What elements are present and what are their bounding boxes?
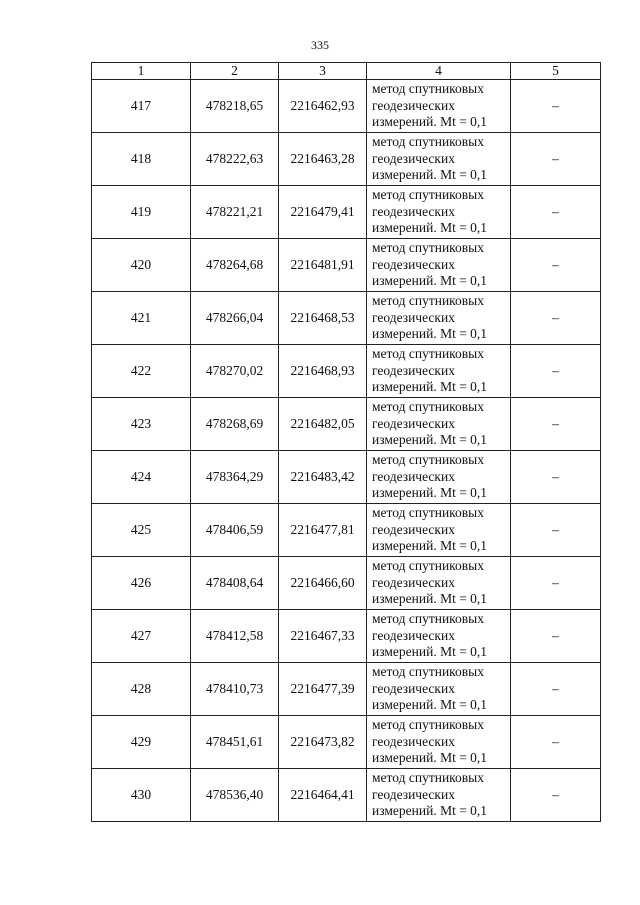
method-text-line: измерений. Mt = 0,1 — [372, 432, 488, 448]
method-cell — [367, 398, 511, 451]
point-number-cell: 417 — [92, 80, 191, 133]
note-cell: – — [511, 663, 601, 716]
method-text-line: геодезических — [372, 362, 455, 378]
coordinate-x-cell: 478364,29 — [191, 451, 279, 504]
table-row — [92, 610, 601, 663]
header-cell: 4 — [367, 63, 511, 80]
point-number-cell: 422 — [92, 345, 191, 398]
method-cell — [367, 451, 511, 504]
note-cell: – — [511, 769, 601, 822]
point-number-cell: 420 — [92, 239, 191, 292]
method-text-line: метод спутниковых — [372, 134, 484, 150]
header-cell: 5 — [511, 63, 601, 80]
point-number-cell: 424 — [92, 451, 191, 504]
method-text-line: измерений. Mt = 0,1 — [372, 803, 488, 819]
coordinate-x-cell: 478406,59 — [191, 504, 279, 557]
method-text-line: метод спутниковых — [372, 717, 484, 733]
method-text-line: геодезических — [372, 203, 455, 219]
method-cell — [367, 610, 511, 663]
table-row — [92, 80, 601, 133]
method-text-line: геодезических — [372, 256, 455, 272]
point-number-cell: 421 — [92, 292, 191, 345]
coordinate-y-cell: 2216477,39 — [279, 663, 367, 716]
point-number-cell: 425 — [92, 504, 191, 557]
table-row — [92, 663, 601, 716]
method-text-line: измерений. Mt = 0,1 — [372, 114, 488, 130]
coordinate-x-cell: 478451,61 — [191, 716, 279, 769]
point-number-cell: 423 — [92, 398, 191, 451]
table-row — [92, 186, 601, 239]
coordinate-x-cell: 478266,04 — [191, 292, 279, 345]
point-number-cell: 429 — [92, 716, 191, 769]
method-text-line: метод спутниковых — [372, 505, 484, 521]
header-cell: 3 — [279, 63, 367, 80]
note-cell: – — [511, 133, 601, 186]
method-cell — [367, 239, 511, 292]
coordinate-x-cell: 478264,68 — [191, 239, 279, 292]
coordinate-y-cell: 2216464,41 — [279, 769, 367, 822]
method-text-line: измерений. Mt = 0,1 — [372, 538, 488, 554]
note-cell: – — [511, 239, 601, 292]
coordinate-x-cell: 478268,69 — [191, 398, 279, 451]
method-text-line: геодезических — [372, 786, 455, 802]
method-cell — [367, 716, 511, 769]
table-row — [92, 345, 601, 398]
method-text-line: метод спутниковых — [372, 187, 484, 203]
coordinate-x-cell: 478536,40 — [191, 769, 279, 822]
method-text-line: метод спутниковых — [372, 293, 484, 309]
table-row — [92, 451, 601, 504]
method-cell — [367, 345, 511, 398]
table-row — [92, 398, 601, 451]
note-cell: – — [511, 557, 601, 610]
method-text-line: геодезических — [372, 574, 455, 590]
method-cell — [367, 80, 511, 133]
method-text-line: геодезических — [372, 150, 455, 166]
method-text-line: геодезических — [372, 309, 455, 325]
method-cell — [367, 769, 511, 822]
table-row — [92, 292, 601, 345]
coordinate-y-cell: 2216463,28 — [279, 133, 367, 186]
method-text-line: измерений. Mt = 0,1 — [372, 750, 488, 766]
note-cell: – — [511, 610, 601, 663]
coordinate-y-cell: 2216483,42 — [279, 451, 367, 504]
coordinate-y-cell: 2216481,91 — [279, 239, 367, 292]
note-cell: – — [511, 716, 601, 769]
coordinate-x-cell: 478270,02 — [191, 345, 279, 398]
coordinate-y-cell: 2216468,53 — [279, 292, 367, 345]
point-number-cell: 430 — [92, 769, 191, 822]
method-cell — [367, 504, 511, 557]
method-text-line: геодезических — [372, 415, 455, 431]
method-cell — [367, 292, 511, 345]
table-row — [92, 557, 601, 610]
point-number-cell: 418 — [92, 133, 191, 186]
coordinate-y-cell: 2216468,93 — [279, 345, 367, 398]
table-row — [92, 133, 601, 186]
coordinate-x-cell: 478410,73 — [191, 663, 279, 716]
method-text-line: метод спутниковых — [372, 770, 484, 786]
method-text-line: измерений. Mt = 0,1 — [372, 485, 488, 501]
point-number-cell: 428 — [92, 663, 191, 716]
method-cell — [367, 133, 511, 186]
method-text-line: метод спутниковых — [372, 240, 484, 256]
method-text-line: геодезических — [372, 97, 455, 113]
table-row — [92, 239, 601, 292]
coordinate-y-cell: 2216466,60 — [279, 557, 367, 610]
method-text-line: измерений. Mt = 0,1 — [372, 326, 488, 342]
point-number-cell: 426 — [92, 557, 191, 610]
coordinate-y-cell: 2216467,33 — [279, 610, 367, 663]
table-row — [92, 769, 601, 822]
method-text-line: измерений. Mt = 0,1 — [372, 591, 488, 607]
method-text-line: метод спутниковых — [372, 399, 484, 415]
note-cell: – — [511, 398, 601, 451]
method-text-line: метод спутниковых — [372, 346, 484, 362]
note-cell: – — [511, 504, 601, 557]
header-cell: 1 — [92, 63, 191, 80]
coordinate-y-cell: 2216477,81 — [279, 504, 367, 557]
coordinate-y-cell: 2216462,93 — [279, 80, 367, 133]
method-text-line: измерений. Mt = 0,1 — [372, 644, 488, 660]
note-cell: – — [511, 186, 601, 239]
method-text-line: геодезических — [372, 521, 455, 537]
method-text-line: метод спутниковых — [372, 452, 484, 468]
point-number-cell: 427 — [92, 610, 191, 663]
method-cell — [367, 663, 511, 716]
method-text-line: геодезических — [372, 627, 455, 643]
method-cell — [367, 557, 511, 610]
coordinate-x-cell: 478408,64 — [191, 557, 279, 610]
table-row — [92, 504, 601, 557]
coordinate-y-cell: 2216473,82 — [279, 716, 367, 769]
method-text-line: измерений. Mt = 0,1 — [372, 379, 488, 395]
coordinates-table — [91, 62, 601, 822]
coordinate-x-cell: 478218,65 — [191, 80, 279, 133]
note-cell: – — [511, 80, 601, 133]
method-text-line: метод спутниковых — [372, 558, 484, 574]
page-number: 335 — [311, 38, 329, 52]
point-number-cell: 419 — [92, 186, 191, 239]
table-row — [92, 716, 601, 769]
table-body — [92, 80, 601, 822]
method-text-line: метод спутниковых — [372, 611, 484, 627]
note-cell: – — [511, 451, 601, 504]
method-cell — [367, 186, 511, 239]
method-text-line: метод спутниковых — [372, 664, 484, 680]
coordinate-y-cell: 2216479,41 — [279, 186, 367, 239]
coordinate-y-cell: 2216482,05 — [279, 398, 367, 451]
coordinate-x-cell: 478221,21 — [191, 186, 279, 239]
note-cell: – — [511, 345, 601, 398]
method-text-line: измерений. Mt = 0,1 — [372, 167, 488, 183]
method-text-line: измерений. Mt = 0,1 — [372, 273, 488, 289]
method-text-line: геодезических — [372, 733, 455, 749]
table-header-row — [92, 63, 601, 80]
method-text-line: геодезических — [372, 680, 455, 696]
method-text-line: метод спутниковых — [372, 81, 484, 97]
coordinate-x-cell: 478222,63 — [191, 133, 279, 186]
method-text-line: измерений. Mt = 0,1 — [372, 220, 488, 236]
method-text-line: измерений. Mt = 0,1 — [372, 697, 488, 713]
note-cell: – — [511, 292, 601, 345]
method-text-line: геодезических — [372, 468, 455, 484]
coordinate-x-cell: 478412,58 — [191, 610, 279, 663]
header-cell: 2 — [191, 63, 279, 80]
